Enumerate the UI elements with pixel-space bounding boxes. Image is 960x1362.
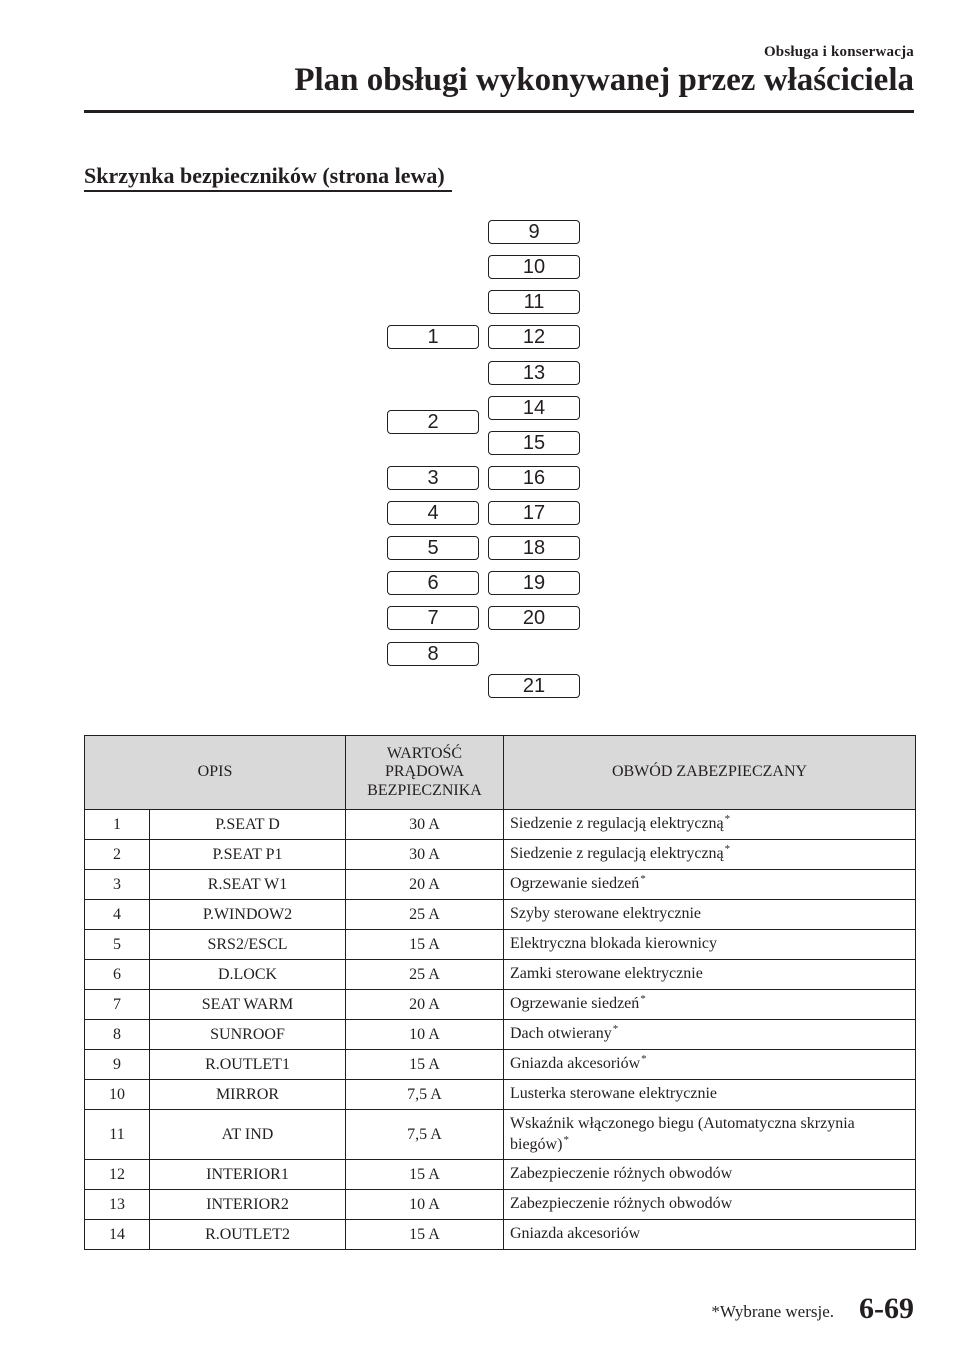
protected-circuit-text: Elektryczna blokada kierownicy <box>510 935 718 953</box>
fuse-name-text: AT IND <box>221 1125 274 1143</box>
table-row <box>85 810 916 840</box>
fuse-name <box>150 1020 346 1050</box>
table-row <box>85 1190 916 1220</box>
table-row <box>85 1110 916 1160</box>
protected-circuit-text: Zamki sterowane elektrycznie <box>510 965 703 983</box>
fuse-number-text: 1 <box>113 815 121 833</box>
fuse-18: 18 <box>488 536 580 560</box>
table-body <box>85 810 916 1250</box>
fuse-11: 11 <box>488 290 580 314</box>
protected-circuit-text: Siedzenie z regulacją elektryczną <box>510 845 724 863</box>
optional-marker: * <box>563 1133 569 1146</box>
protected-circuit <box>504 1190 916 1220</box>
fuse-6: 6 <box>387 571 479 595</box>
fuse-rating-text: 15 A <box>409 1225 440 1243</box>
fuse-number <box>85 1080 150 1110</box>
protected-circuit-text: Gniazda akcesoriów <box>510 1055 641 1073</box>
fuse-rating <box>346 870 504 900</box>
fuse-number <box>85 990 150 1020</box>
fuse-rating <box>346 1110 504 1160</box>
fuse-5: 5 <box>387 536 479 560</box>
fuse-number-text: 11 <box>109 1125 125 1143</box>
fuse-name-text: R.OUTLET1 <box>205 1055 290 1073</box>
page-title: Plan obsługi wykonywanej przez właściciela <box>294 62 914 98</box>
fuse-table <box>84 735 916 1250</box>
section-title-underline <box>84 190 452 192</box>
protected-circuit <box>504 1050 916 1080</box>
fuse-number <box>85 810 150 840</box>
fuse-8: 8 <box>387 642 479 666</box>
optional-marker: * <box>724 843 731 856</box>
fuse-20: 20 <box>488 606 580 630</box>
fuse-name <box>150 930 346 960</box>
fuse-number-text: 7 <box>113 995 121 1013</box>
fuse-name-text: D.LOCK <box>217 965 278 983</box>
protected-circuit <box>504 960 916 990</box>
fuse-name-text: MIRROR <box>215 1085 280 1103</box>
protected-circuit <box>504 810 916 840</box>
table-row <box>85 960 916 990</box>
footnote: *Wybrane wersje. <box>711 1302 834 1321</box>
fuse-name <box>150 1080 346 1110</box>
fuse-name-text: R.SEAT W1 <box>207 875 288 893</box>
fuse-name-text: P.WINDOW2 <box>202 905 293 923</box>
fuse-number <box>85 1050 150 1080</box>
fuse-17: 17 <box>488 501 580 525</box>
fuse-rating-text: 20 A <box>409 995 440 1013</box>
fuse-rating-text: 30 A <box>409 815 440 833</box>
fuse-number <box>85 960 150 990</box>
fuse-name <box>150 870 346 900</box>
fuse-19: 19 <box>488 571 580 595</box>
table-row <box>85 930 916 960</box>
header-rating: WARTOŚĆ PRĄDOWA BEZPIECZNIKA <box>346 736 504 810</box>
fuse-14: 14 <box>488 396 580 420</box>
protected-circuit-text: Zabezpieczenie różnych obwodów <box>510 1165 733 1183</box>
protected-circuit <box>504 1220 916 1250</box>
fuse-7: 7 <box>387 606 479 630</box>
optional-marker: * <box>612 1023 619 1036</box>
fuse-number <box>85 1110 150 1160</box>
protected-circuit-text: Szyby sterowane elektrycznie <box>510 905 702 923</box>
protected-circuit-text: Zabezpieczenie różnych obwodów <box>510 1195 733 1213</box>
table-row <box>85 870 916 900</box>
fuse-rating-text: 20 A <box>409 875 440 893</box>
protected-circuit <box>504 1020 916 1050</box>
protected-circuit-text: Ogrzewanie siedzeń <box>510 875 640 893</box>
fuse-name-text: R.OUTLET2 <box>205 1225 290 1243</box>
fuse-name-text: INTERIOR2 <box>206 1195 289 1213</box>
protected-circuit <box>504 900 916 930</box>
fuse-number-text: 14 <box>109 1225 125 1243</box>
protected-circuit <box>504 930 916 960</box>
fuse-number-text: 4 <box>113 905 121 923</box>
fuse-rating-text: 7,5 A <box>407 1125 442 1143</box>
fuse-rating-text: 30 A <box>409 845 440 863</box>
fuse-1: 1 <box>387 325 479 349</box>
protected-circuit <box>504 840 916 870</box>
fuse-number <box>85 930 150 960</box>
fuse-rating-text: 15 A <box>409 1165 440 1183</box>
fuse-rating-text: 10 A <box>409 1195 440 1213</box>
fuse-name <box>150 810 346 840</box>
fuse-rating <box>346 840 504 870</box>
fuse-number-text: 3 <box>113 875 121 893</box>
fuse-2: 2 <box>387 410 479 434</box>
fuse-rating <box>346 900 504 930</box>
fuse-name-text: INTERIOR1 <box>206 1165 289 1183</box>
table-header-row <box>85 736 916 810</box>
table-row <box>85 900 916 930</box>
fuse-number-text: 13 <box>109 1195 125 1213</box>
protected-circuit-text: Dach otwierany <box>510 1025 612 1043</box>
fuse-rating <box>346 960 504 990</box>
fuse-name-text: SUNROOF <box>210 1025 285 1043</box>
protected-circuit <box>504 870 916 900</box>
fuse-9: 9 <box>488 220 580 244</box>
fuse-number <box>85 870 150 900</box>
fuse-rating <box>346 1020 504 1050</box>
header-description: OPIS <box>85 736 346 810</box>
protected-circuit-text: Lusterka sterowane elektrycznie <box>510 1085 718 1103</box>
fuse-number-text: 12 <box>109 1165 125 1183</box>
fuse-number <box>85 1160 150 1190</box>
section-title: Skrzynka bezpieczników (strona lewa) <box>84 163 445 188</box>
fuse-number-text: 8 <box>113 1025 121 1043</box>
fuse-name <box>150 960 346 990</box>
fuse-name <box>150 840 346 870</box>
fuse-21: 21 <box>488 674 580 698</box>
protected-circuit-text: Siedzenie z regulacją elektryczną <box>510 815 724 833</box>
fuse-number-text: 2 <box>113 845 121 863</box>
fuse-rating-text: 10 A <box>409 1025 440 1043</box>
fuse-rating <box>346 1190 504 1220</box>
page-number: 6-69 <box>859 1292 914 1325</box>
fuse-name-text: P.SEAT D <box>215 815 280 833</box>
fuse-rating <box>346 810 504 840</box>
optional-marker: * <box>724 813 731 826</box>
table-row <box>85 1220 916 1250</box>
fuse-number-text: 5 <box>113 935 121 953</box>
protected-circuit-text: Gniazda akcesoriów <box>510 1225 641 1243</box>
fuse-number <box>85 840 150 870</box>
fuse-rating <box>346 1220 504 1250</box>
fuse-rating-text: 15 A <box>409 935 440 953</box>
fuse-name-text: P.SEAT P1 <box>212 845 283 863</box>
fuse-rating <box>346 990 504 1020</box>
optional-marker: * <box>640 993 646 1006</box>
header-divider <box>84 110 914 113</box>
fuse-number <box>85 900 150 930</box>
fuse-rating-text: 15 A <box>409 1055 440 1073</box>
table-row <box>85 1080 916 1110</box>
header-circuit: OBWÓD ZABEZPIECZANY <box>504 736 916 810</box>
fuse-name <box>150 1190 346 1220</box>
fuse-number <box>85 1190 150 1220</box>
optional-marker: * <box>641 1053 647 1066</box>
fuse-number-text: 6 <box>113 965 121 983</box>
header-section-name: Obsługa i konserwacja <box>763 44 914 60</box>
fuse-13: 13 <box>488 361 580 385</box>
protected-circuit-text: Wskaźnik włączonego biegu (Automatyczna skrzynia biegów) <box>510 1114 855 1153</box>
fuse-rating-text: 7,5 A <box>407 1085 442 1103</box>
fuse-name <box>150 1110 346 1160</box>
fuse-number <box>85 1220 150 1250</box>
fuse-rating <box>346 930 504 960</box>
fuse-number-text: 10 <box>109 1085 125 1103</box>
table-row <box>85 990 916 1020</box>
table-row <box>85 1050 916 1080</box>
fuse-name <box>150 1160 346 1190</box>
protected-circuit-text: Ogrzewanie siedzeń <box>510 995 640 1013</box>
protected-circuit <box>504 1110 916 1160</box>
optional-marker: * <box>640 873 646 886</box>
fuse-name-text: SEAT WARM <box>201 995 294 1013</box>
fuse-rating <box>346 1050 504 1080</box>
fuse-name <box>150 990 346 1020</box>
fuse-name <box>150 900 346 930</box>
protected-circuit <box>504 990 916 1020</box>
fuse-name-text: SRS2/ESCL <box>207 935 288 953</box>
fuse-number-text: 9 <box>113 1055 121 1073</box>
fuse-rating-text: 25 A <box>409 965 440 983</box>
protected-circuit <box>504 1160 916 1190</box>
fuse-rating <box>346 1080 504 1110</box>
table-row <box>85 1020 916 1050</box>
table-row <box>85 840 916 870</box>
fuse-3: 3 <box>387 466 479 490</box>
fuse-number <box>85 1020 150 1050</box>
table-row <box>85 1160 916 1190</box>
fuse-rating <box>346 1160 504 1190</box>
fuse-name <box>150 1050 346 1080</box>
fuse-10: 10 <box>488 255 580 279</box>
fuse-4: 4 <box>387 501 479 525</box>
fuse-12: 12 <box>488 325 580 349</box>
fuse-15: 15 <box>488 431 580 455</box>
fuse-name <box>150 1220 346 1250</box>
fuse-16: 16 <box>488 466 580 490</box>
fuse-rating-text: 25 A <box>409 905 440 923</box>
protected-circuit <box>504 1080 916 1110</box>
